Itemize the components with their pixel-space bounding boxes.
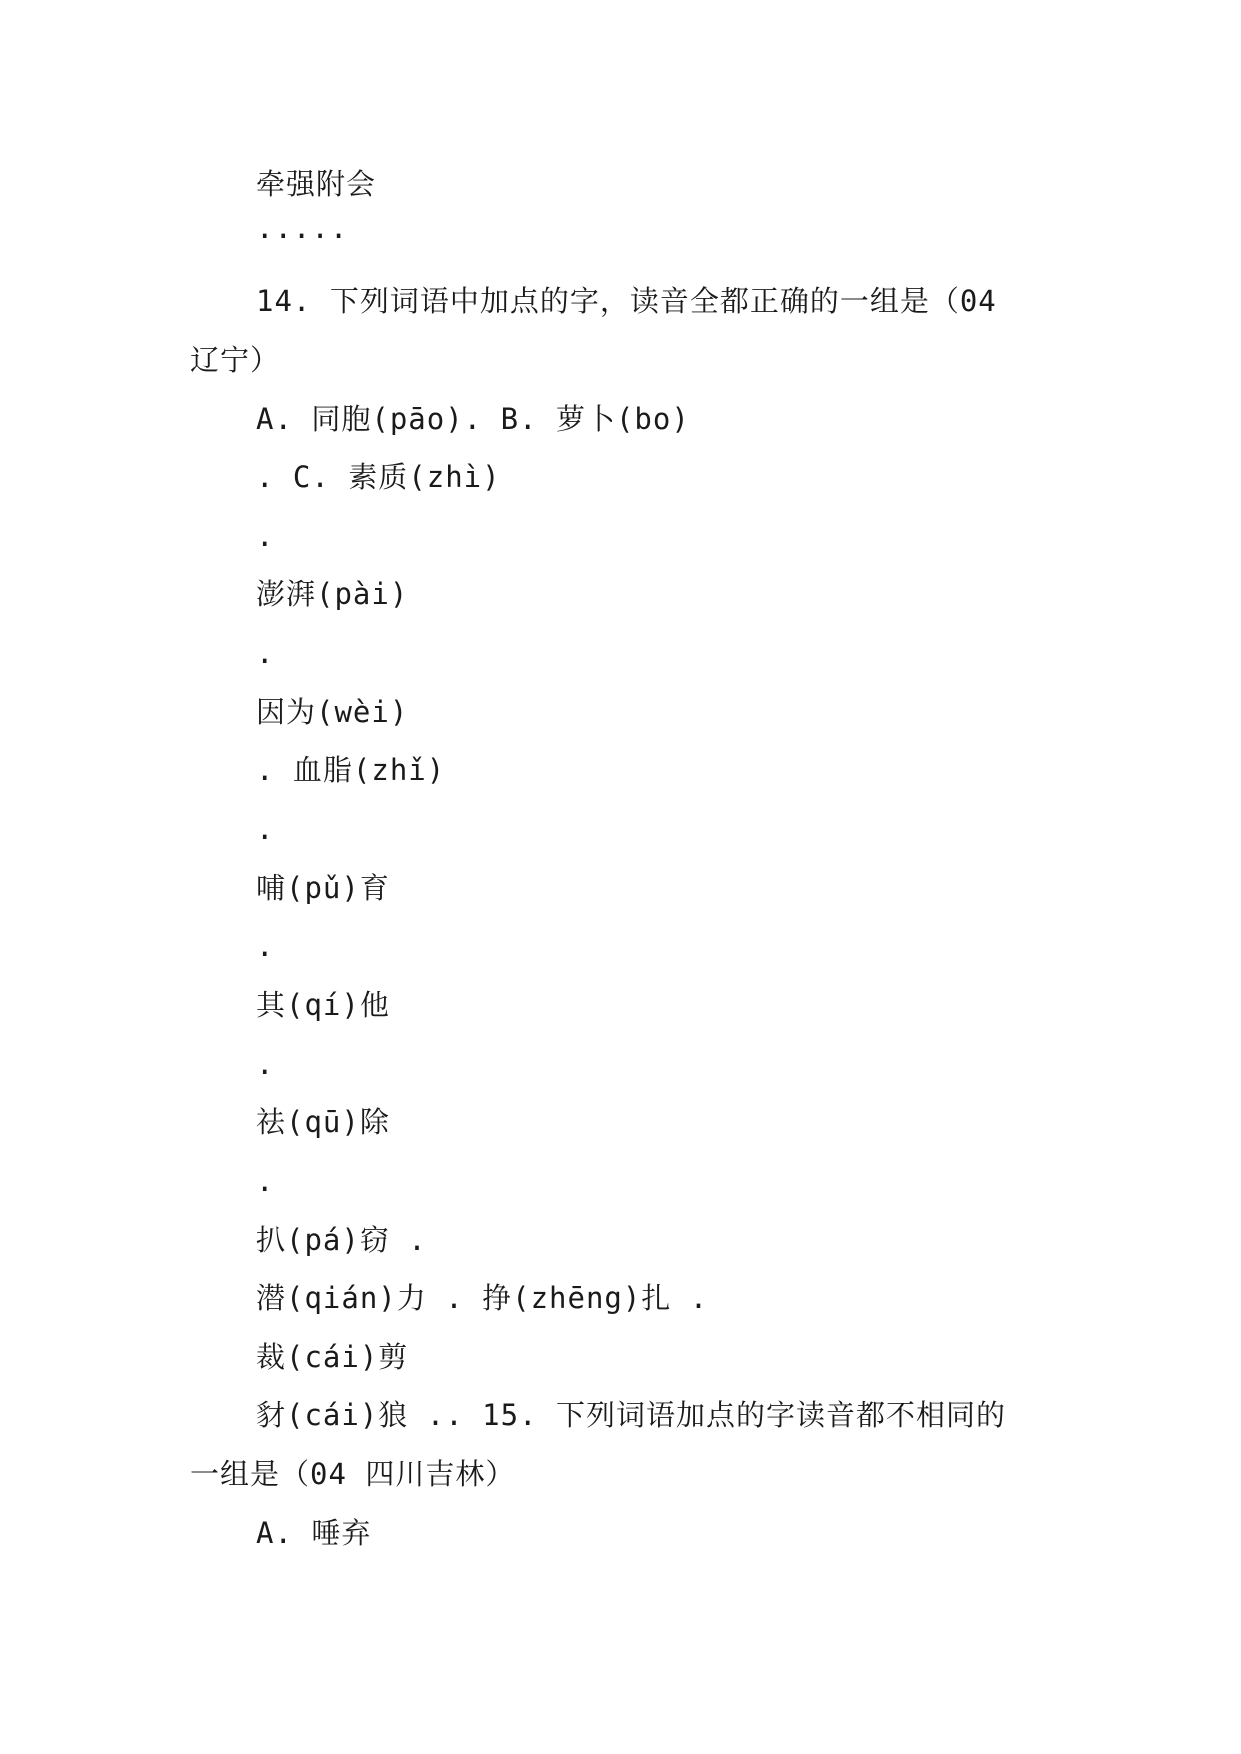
text-line: . [256, 519, 275, 553]
text-line: . [256, 636, 275, 670]
text-line: . [256, 812, 275, 846]
text-line: . [256, 1164, 275, 1198]
text-line: . [256, 929, 275, 963]
text-line: ..... [256, 211, 349, 245]
text-line: 因为(wèi) [256, 695, 409, 729]
text-line: 祛(qū)除 [256, 1105, 390, 1139]
option-line: A. 唾弃 [256, 1516, 372, 1550]
text-line: 裁(cái)剪 [256, 1340, 409, 1374]
question-15-stem-cont: 一组是（04 四川吉林） [190, 1457, 516, 1491]
question-14-stem: 14. 下列词语中加点的字，读音全都正确的一组是（04 [256, 284, 997, 318]
text-line: 澎湃(pài) [256, 577, 409, 611]
option-line: A. 同胞(pāo). B. 萝卜(bo) [256, 402, 690, 436]
text-line: 扒(pá)窃 . [256, 1223, 427, 1257]
text-line: . [256, 1047, 275, 1081]
question-15-stem: 豺(cái)狼 .. 15. 下列词语加点的字读音都不相同的 [256, 1398, 1006, 1432]
option-line: . C. 素质(zhì) [256, 460, 501, 494]
question-14-stem-cont: 辽宁） [190, 343, 281, 377]
text-line: . 血脂(zhǐ) [256, 753, 446, 787]
text-line: 哺(pǔ)育 [256, 871, 390, 905]
text-line: 潜(qián)力 . 挣(zhēng)扎 . [256, 1281, 709, 1315]
text-line: 其(qí)他 [256, 988, 390, 1022]
text-line: 牵强附会 [256, 167, 377, 201]
